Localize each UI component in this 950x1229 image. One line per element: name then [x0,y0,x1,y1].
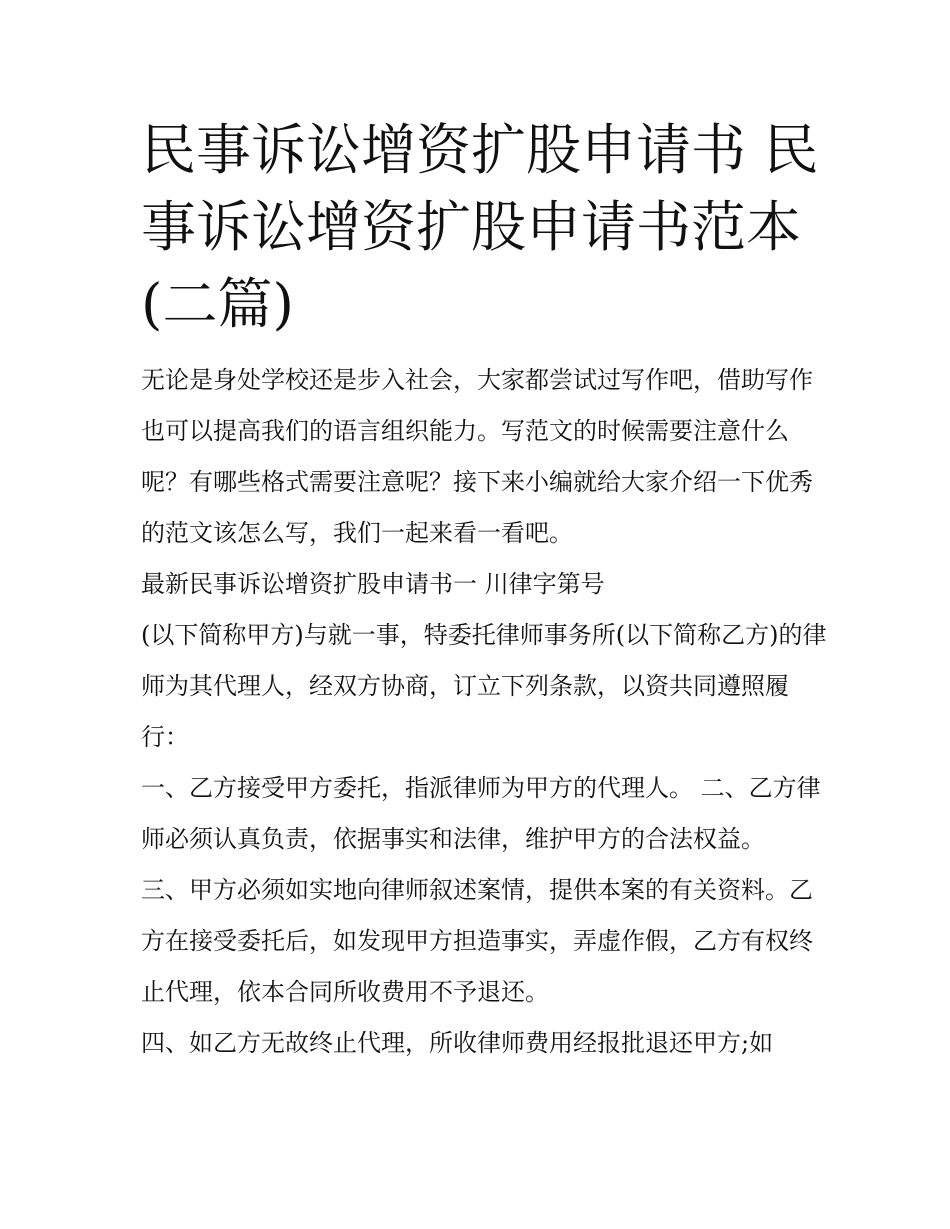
contract-preamble: (以下简称甲方)与就一事，特委托律师事务所(以下简称乙方)的律师为其代理人，经双方协商，订立下列条款，以资共同遵照履行： [141,621,827,751]
intro-paragraph: 无论是身处学校还是步入社会，大家都尝试过写作吧，借助写作也可以提高我们的语言组织能力。写范文的时候需要注意什么呢？有哪些格式需要注意呢？接下来小编就给大家介绍一下优秀的范文该怎么写，我们一起来看一看吧。 [141,366,813,547]
document-title: 民事诉讼增资扩股申请书 民事诉讼增资扩股申请书范本(二篇) [141,118,819,336]
clause-3: 三、甲方必须如实地向律师叙述案情，提供本案的有关资料。乙方在接受委托后，如发现甲方担造事实，弄虚作假，乙方有权终止代理，依本合同所收费用不予退还。 [141,876,813,1006]
clause-4: 四、如乙方无故终止代理，所收律师费用经报批退还甲方;如 [141,1029,774,1057]
clause-1-2: 一、乙方接受甲方委托，指派律师为甲方的代理人。 二、乙方律师必须认真负责，依据事实和法律，维护甲方的合法权益。 [141,774,821,853]
document-body [141,355,831,1069]
section-heading: 最新民事诉讼增资扩股申请书一 川律字第号 [141,570,605,598]
